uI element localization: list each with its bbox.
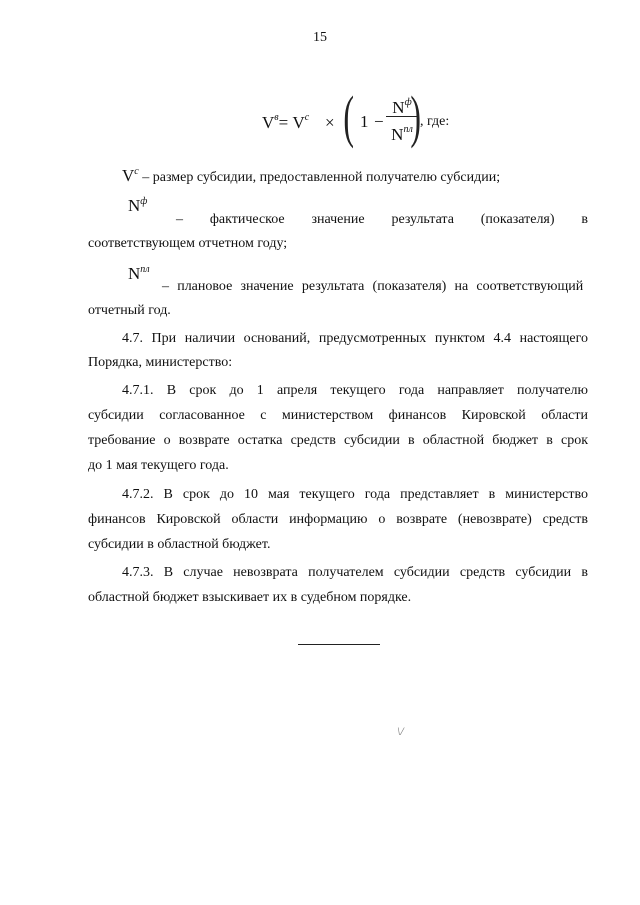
paragraph-4-7-1-line4: до 1 мая текущего года. bbox=[88, 458, 229, 473]
symbol-vc: $V^c$ bbox=[122, 166, 139, 185]
paragraph-4-7-1-line2: субсидии согласованное с министерством финансов Кировской области bbox=[88, 408, 588, 423]
formula-suffix: , где: bbox=[420, 114, 450, 129]
formula-one: 1 bbox=[360, 112, 369, 131]
paragraph-4-7-2-line2: финансов Кировской области информацию о возврате (невозврате) средств bbox=[88, 512, 588, 527]
minus-sign: − bbox=[374, 112, 384, 131]
handwritten-mark: \/ bbox=[397, 724, 404, 738]
symbol-nf: $N^ф$ bbox=[128, 196, 148, 215]
fraction-denominator: $N^{пл}$ bbox=[391, 124, 413, 144]
definition-nf-continuation: соответствующем отчетном году; bbox=[88, 236, 288, 251]
paragraph-4-7-2-line3: субсидии в областной бюджет. bbox=[88, 537, 271, 552]
definition-npl: – плановое значение результата (показателя) на соответствующий bbox=[162, 279, 584, 294]
fraction-numerator: $N^ф$ bbox=[392, 97, 412, 117]
symbol-npl: $N^{пл}$ bbox=[128, 264, 150, 283]
definition-nf: – фактическое значение результата (показателя) в bbox=[176, 212, 588, 227]
formula-lhs: $V^в= V^c$ bbox=[262, 112, 310, 132]
right-paren: ) bbox=[410, 84, 421, 149]
paragraph-4-7-3-line2: областной бюджет взыскивает их в судебном порядке. bbox=[88, 590, 412, 605]
paragraph-4-7-line1: 4.7. При наличии оснований, предусмотренных пунктом 4.4 настоящего bbox=[122, 331, 588, 346]
page-number: 15 bbox=[313, 30, 327, 45]
paragraph-4-7-1-line3: требование о возврате остатка средств субсидии в областной бюджет в срок bbox=[88, 433, 588, 448]
paragraph-4-7-1-line1: 4.7.1. В срок до 1 апреля текущего года направляет получателю bbox=[122, 383, 588, 398]
paragraph-4-7-line2: Порядка, министерство: bbox=[88, 355, 233, 370]
definition-npl-continuation: отчетный год. bbox=[88, 303, 171, 318]
closing-divider bbox=[298, 644, 380, 645]
paragraph-4-7-3-line1: 4.7.3. В случае невозврата получателем субсидии средств субсидии в bbox=[122, 565, 588, 580]
left-paren: ( bbox=[343, 84, 354, 149]
definition-vc: $V^c$ – размер субсидии, предоставленной получателю субсидии; bbox=[122, 166, 501, 185]
multiply-sign: × bbox=[325, 113, 335, 132]
paragraph-4-7-2-line1: 4.7.2. В срок до 10 мая текущего года представляет в министерство bbox=[122, 487, 588, 502]
